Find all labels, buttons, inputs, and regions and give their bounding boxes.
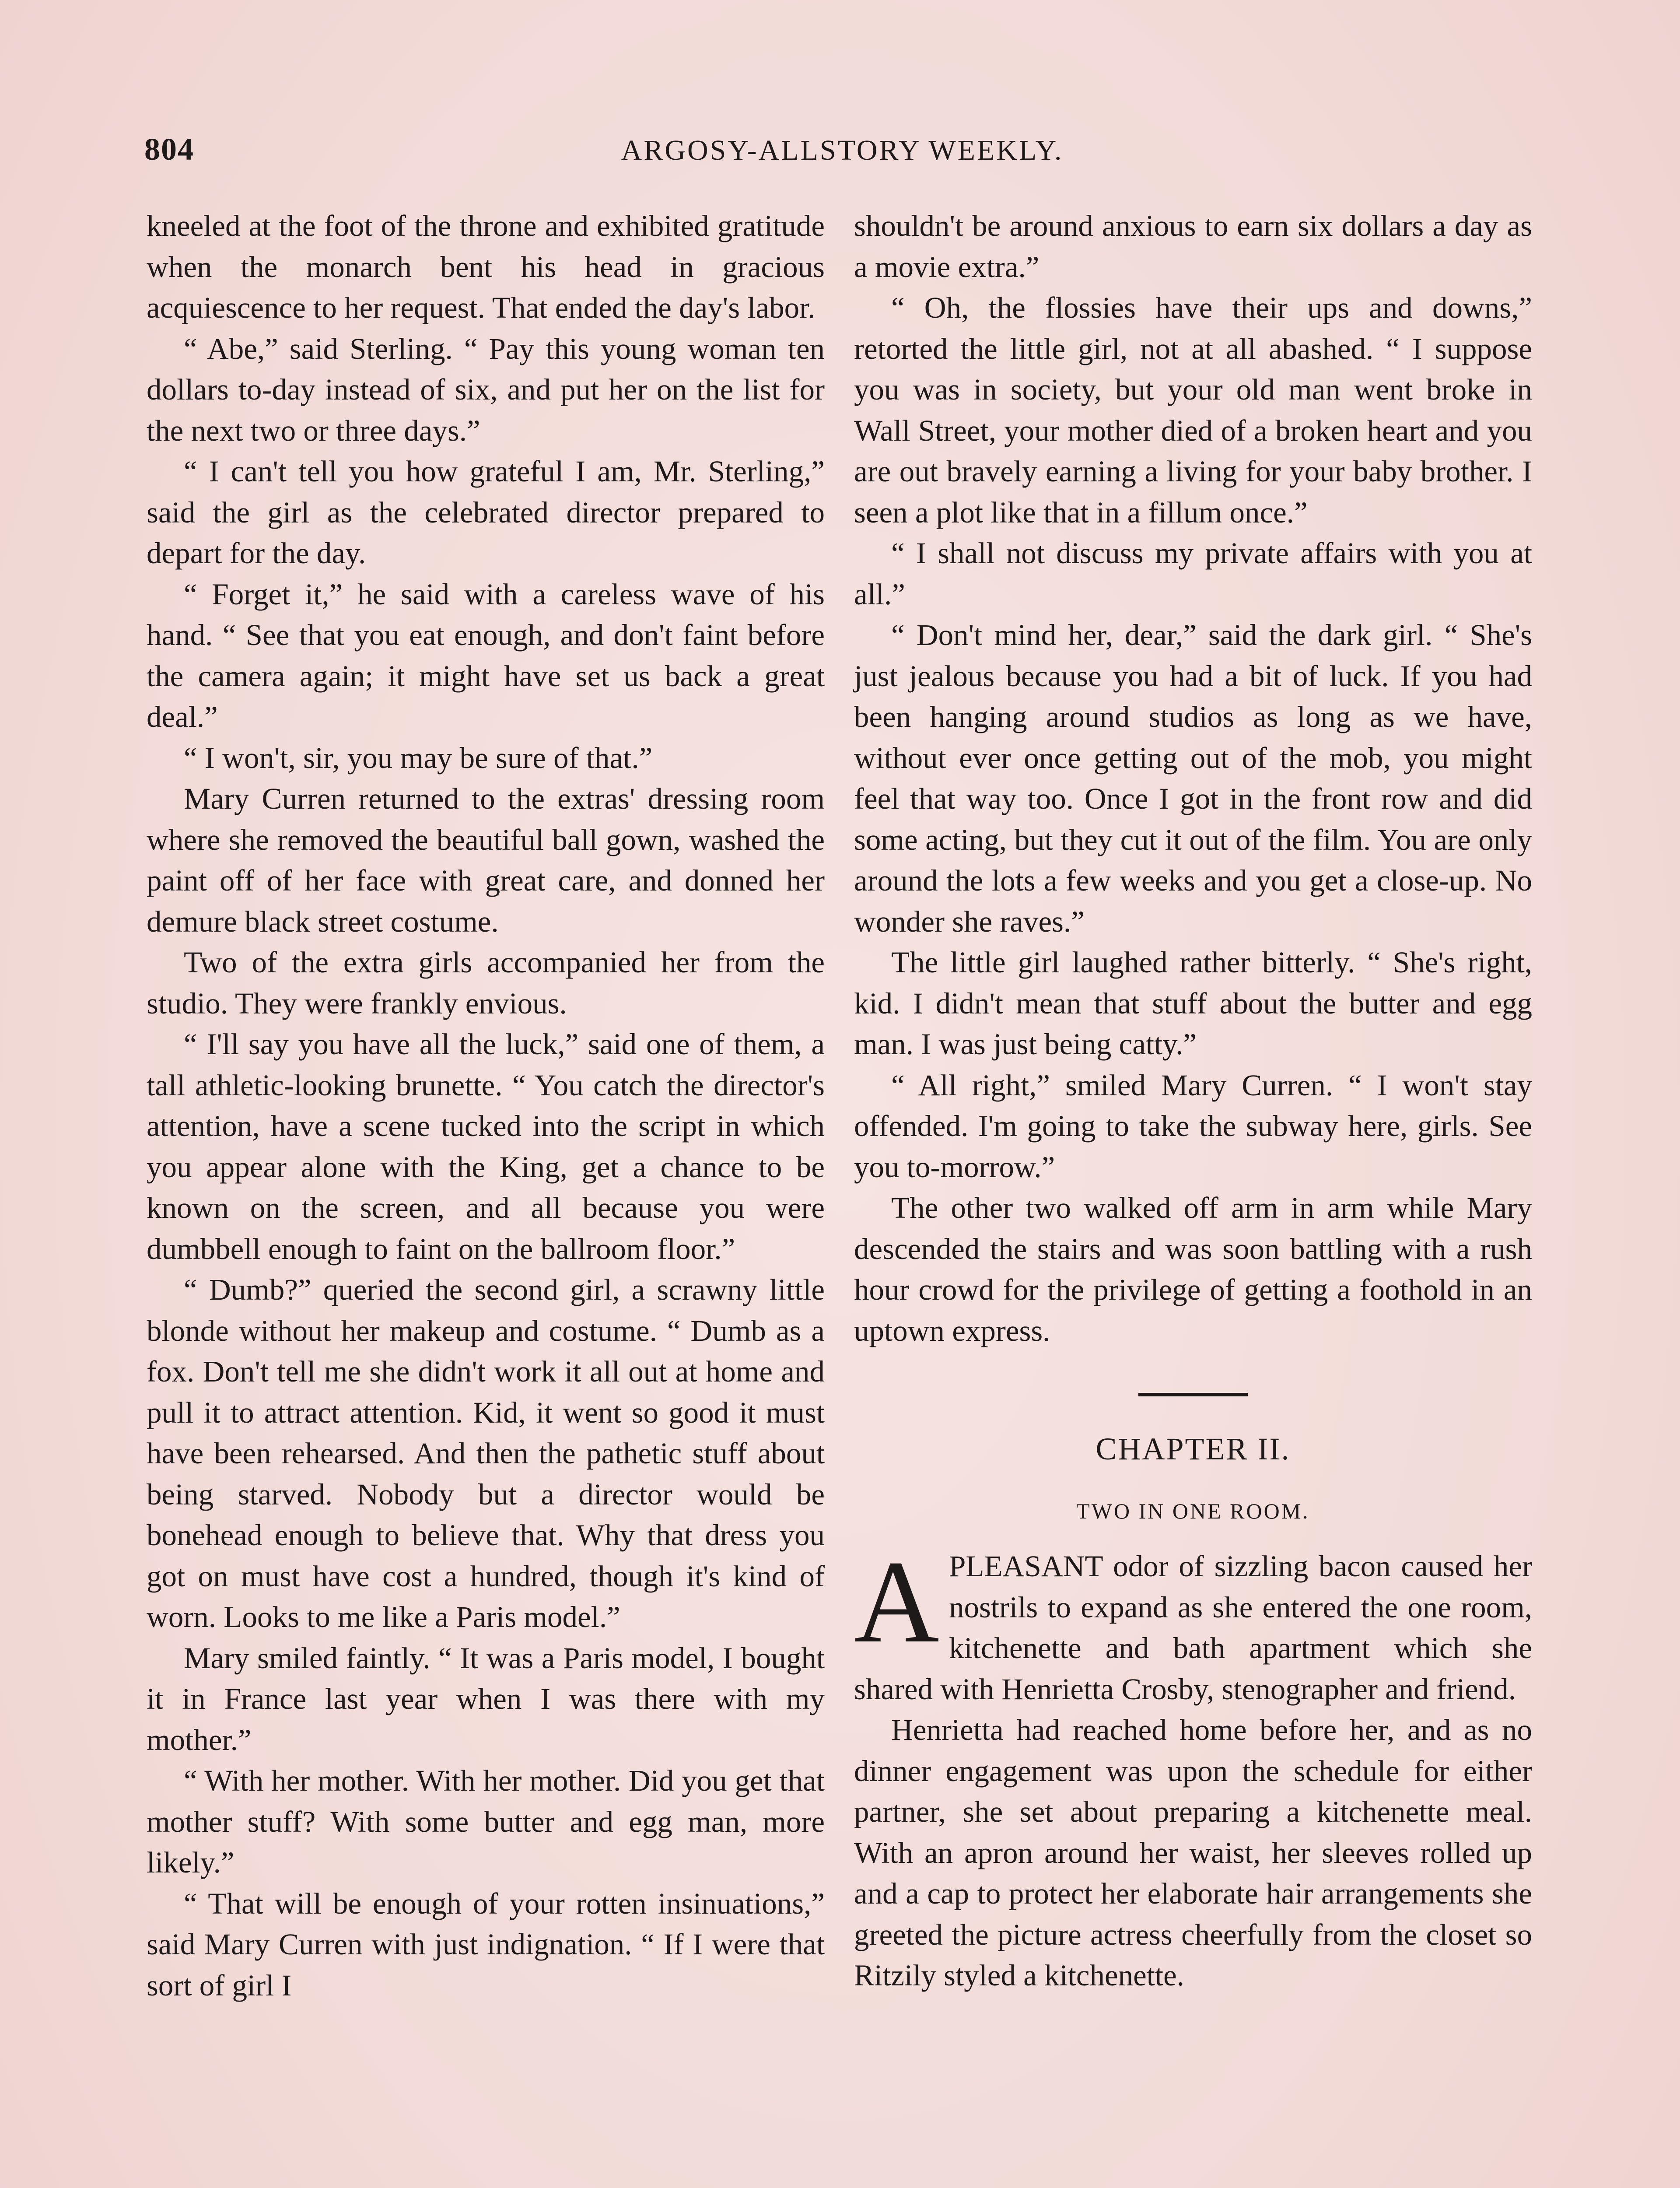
paragraph: The little girl laughed rather bitterly. “ She's right, kid. I didn't mean that stuff about the butter and egg man. I was just being catty.” (854, 946, 1532, 1061)
running-head: ARGOSY-ALLSTORY WEEKLY. (621, 134, 1064, 166)
left-column (147, 206, 825, 2006)
paragraph: “ I'll say you have all the luck,” said one of them, a tall athletic-looking brunette. “ You catch the director's attention, have a scene tucked into the script in which you appear alone with the King, get a chance to be known on the screen, and all because you were dumbbell enough to faint on the ballroom floor.” (147, 1027, 825, 1266)
paragraph: “ With her mother. With her mother. Did you get that mother stuff? With some butter and egg man, more likely.” (147, 1764, 825, 1879)
right-column (854, 206, 1532, 1996)
section-divider (1138, 1393, 1248, 1396)
paragraph: “ Abe,” said Sterling. “ Pay this young woman ten dollars to-day instead of six, and put her on the list for the next two or three days.” (147, 332, 825, 447)
chapter-subtitle: TWO IN ONE ROOM. (1076, 1499, 1310, 1523)
paragraph: kneeled at the foot of the throne and exhibited gratitude when the monarch bent his head in gracious acquiescence to her request. That ended the day's labor. (147, 209, 825, 324)
paragraph: Two of the extra girls accompanied her from the studio. They were frankly envious. (147, 946, 825, 1020)
paragraph: “ All right,” smiled Mary Curren. “ I won't stay offended. I'm going to take the subway here, girls. See you to-morrow.” (854, 1068, 1532, 1184)
paragraph: “ Oh, the flossies have their ups and downs,” retorted the little girl, not at all abashed. “ I suppose you was in society, but your old man went broke in Wall Street, your mother died of a broken heart and you are out bravely earning a living for your baby brother. I seen a plot like that in a fillum once.” (854, 291, 1532, 529)
paragraph: “ Forget it,” he said with a careless wave of his hand. “ See that you eat enough, and don't faint before the camera again; it might have set us back a great deal.” (147, 577, 825, 733)
chapter-title: CHAPTER II. (1096, 1431, 1291, 1466)
page-number: 804 (144, 132, 194, 167)
paragraph: shouldn't be around anxious to earn six dollars a day as a movie extra.” (854, 209, 1532, 284)
page-header (144, 131, 1540, 188)
paragraph: Mary smiled faintly. “ It was a Paris model, I bought it in France last year when I was there with my mother.” (147, 1641, 825, 1757)
drop-cap: A (854, 1536, 939, 1667)
paragraph: “ I won't, sir, you may be sure of that.” (184, 741, 653, 775)
paragraph: “ That will be enough of your rotten insinuations,” said Mary Curren with just indignation. “ If I were that sort of girl I (147, 1886, 825, 2002)
paragraph: “ Don't mind her, dear,” said the dark girl. “ She's just jealous because you had a bit of luck. If you had been hanging around studios as long as we have, without ever once getting out of the mob, you might feel that way too. Once I got in the front row and did some acting, but they cut it out of the film. You are only around the lots a few weeks and you get a close-up. No wonder she raves.” (854, 618, 1532, 938)
opening-text: PLEASANT odor of sizzling bacon caused her nostrils to expand as she entered the one room, kitchenette and bath apartment which she shared with Henrietta Crosby, stenographer and friend. (854, 1550, 1532, 1706)
paragraph: “ I can't tell you how grateful I am, Mr. Sterling,” said the girl as the celebrated director prepared to depart for the day. (147, 455, 825, 570)
chapter-opening-paragraph (854, 1536, 1532, 1710)
paragraph: The other two walked off arm in arm while Mary descended the stairs and was soon battling with a rush hour crowd for the privilege of getting a foothold in an uptown express. (854, 1191, 1532, 1347)
chapter-body (854, 1536, 1532, 1996)
paragraph: Mary Curren returned to the extras' dressing room where she removed the beautiful ball gown, washed the paint off of her face with great care, and donned her demure black street costume. (147, 782, 825, 938)
paragraph: Henrietta had reached home before her, and as no dinner engagement was upon the schedule for either partner, she set about preparing a kitchenette meal. With an apron around her waist, her sleeves rolled up and a cap to protect her elaborate hair arrangements she greeted the picture actress cheerfully from the closet so Ritzily styled a kitchenette. (854, 1713, 1532, 1992)
paragraph: “ I shall not discuss my private affairs with you at all.” (854, 536, 1532, 611)
paragraph: “ Dumb?” queried the second girl, a scrawny little blonde without her makeup and costume. “ Dumb as a fox. Don't tell me she didn't work it all out at home and pull it to attract attention. Kid, it went so good it must have been rehearsed. And then the pathetic stuff about being starved. Nobody but a director would be bonehead enough to believe that. Why that dress you got on must have cost a hundred, though it's kind of worn. Looks to me like a Paris model.” (147, 1273, 825, 1634)
